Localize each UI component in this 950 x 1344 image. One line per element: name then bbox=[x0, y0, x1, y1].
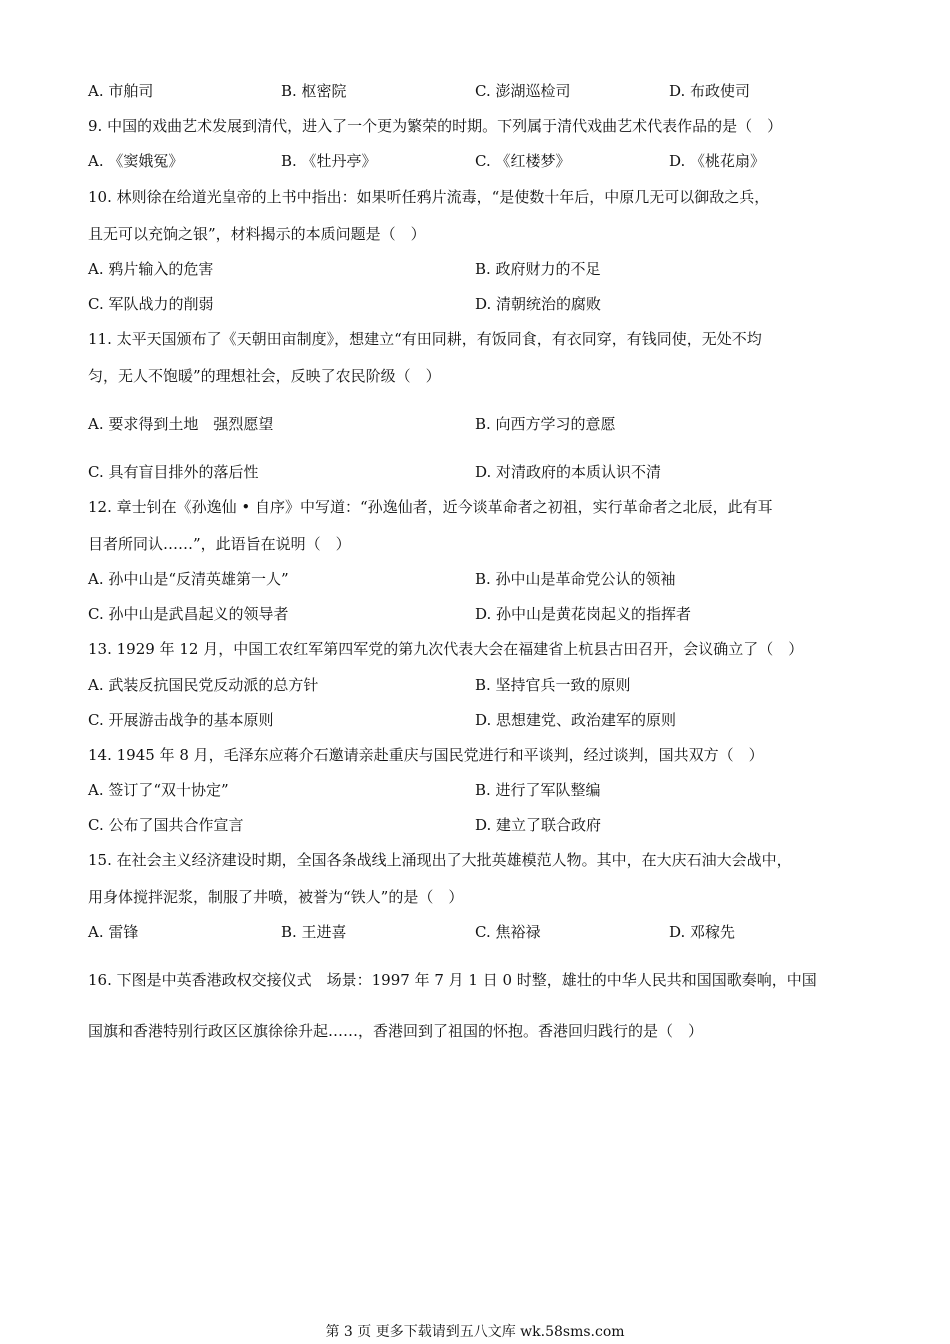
q16-stem-line-2: 国旗和香港特别行政区区旗徐徐升起……，香港回到了祖国的怀抱。香港回归践行的是（ ） bbox=[88, 1022, 704, 1040]
q11-option-a: A. 要求得到土地 强烈愿望 bbox=[88, 415, 274, 433]
q14-option-b: B. 进行了军队整编 bbox=[475, 781, 601, 799]
q9-stem: 9. 中国的戏曲艺术发展到清代，进入了一个更为繁荣的时期。下列属于清代戏曲艺术代表作品的是（ ） bbox=[88, 117, 783, 135]
q12-stem-line-1: 12. 章士钊在《孙逸仙 • 自序》中写道：“孙逸仙者，近今谈革命者之初祖，实行革命者之北辰，此有耳 bbox=[88, 498, 773, 516]
q10-stem-line-2: 且无可以充饷之银”，材料揭示的本质问题是（ ） bbox=[88, 225, 426, 243]
q13-stem: 13. 1929 年 12 月，中国工农红军第四军党的第九次代表大会在福建省上杭县古田召开，会议确立了（ ） bbox=[88, 640, 804, 658]
q10-option-a: A. 鸦片输入的危害 bbox=[88, 260, 214, 278]
q12-option-a: A. 孙中山是“反清英雄第一人” bbox=[88, 570, 289, 588]
q11-option-d: D. 对清政府的本质认识不清 bbox=[475, 463, 662, 481]
q10-option-d: D. 清朝统治的腐败 bbox=[475, 295, 602, 313]
q12-stem-line-2: 目者所同认……”，此语旨在说明（ ） bbox=[88, 535, 351, 553]
q14-option-a: A. 签订了“双十协定” bbox=[88, 781, 229, 799]
q13-option-c: C. 开展游击战争的基本原则 bbox=[88, 711, 274, 729]
q16-stem-line-1: 16. 下图是中英香港政权交接仪式 场景：1997 年 7 月 1 日 0 时整，雄壮的中华人民共和国国歌奏响，中国 bbox=[88, 971, 817, 989]
q8-option-d: D. 布政使司 bbox=[669, 82, 751, 100]
q8-option-b: B. 枢密院 bbox=[281, 82, 347, 100]
q9-option-a: A. 《窦娥冤》 bbox=[88, 152, 184, 170]
q15-option-d: D. 邓稼先 bbox=[669, 923, 736, 941]
q15-option-b: B. 王进喜 bbox=[281, 923, 347, 941]
q13-option-d: D. 思想建党、政治建军的原则 bbox=[475, 711, 677, 729]
q15-option-c: C. 焦裕禄 bbox=[475, 923, 541, 941]
q9-option-b: B. 《牡丹亭》 bbox=[281, 152, 377, 170]
q15-stem-line-1: 15. 在社会主义经济建设时期，全国各条战线上涌现出了大批英雄模范人物。其中，在大庆石油大会战中， bbox=[88, 851, 792, 869]
q8-option-a: A. 市舶司 bbox=[88, 82, 154, 100]
q15-stem-line-2: 用身体搅拌泥浆，制服了井喷，被誉为“铁人”的是（ ） bbox=[88, 888, 464, 906]
q14-option-d: D. 建立了联合政府 bbox=[475, 816, 602, 834]
q9-option-c: C. 《红楼梦》 bbox=[475, 152, 571, 170]
q11-option-c: C. 具有盲目排外的落后性 bbox=[88, 463, 259, 481]
q10-option-c: C. 军队战力的削弱 bbox=[88, 295, 214, 313]
q13-option-a: A. 武装反抗国民党反动派的总方针 bbox=[88, 676, 319, 694]
q15-option-a: A. 雷锋 bbox=[88, 923, 139, 941]
q12-option-b: B. 孙中山是革命党公认的领袖 bbox=[475, 570, 676, 588]
q10-stem-line-1: 10. 林则徐在给道光皇帝的上书中指出：如果听任鸦片流毒，“是使数十年后，中原几无可以御敌之兵， bbox=[88, 188, 770, 206]
q12-option-d: D. 孙中山是黄花岗起义的指挥者 bbox=[475, 605, 692, 623]
q11-stem-line-2: 匀，无人不饱暖”的理想社会，反映了农民阶级（ ） bbox=[88, 367, 441, 385]
q12-option-c: C. 孙中山是武昌起义的领导者 bbox=[88, 605, 289, 623]
q11-stem-line-1: 11. 太平天国颁布了《天朝田亩制度》，想建立“有田同耕，有饭同食，有衣同穿，有钱同使，无处不均 bbox=[88, 330, 762, 348]
q9-option-d: D. 《桃花扇》 bbox=[669, 152, 766, 170]
q14-option-c: C. 公布了国共合作宣言 bbox=[88, 816, 244, 834]
q14-stem: 14. 1945 年 8 月，毛泽东应蒋介石邀请亲赴重庆与国民党进行和平谈判，经过谈判，国共双方（ ） bbox=[88, 746, 764, 764]
q11-option-b: B. 向西方学习的意愿 bbox=[475, 415, 616, 433]
page-footer: 第 3 页 更多下载请到五八文库 wk.58sms.com bbox=[325, 1324, 625, 1340]
q8-option-c: C. 澎湖巡检司 bbox=[475, 82, 571, 100]
q10-option-b: B. 政府财力的不足 bbox=[475, 260, 601, 278]
q13-option-b: B. 坚持官兵一致的原则 bbox=[475, 676, 631, 694]
